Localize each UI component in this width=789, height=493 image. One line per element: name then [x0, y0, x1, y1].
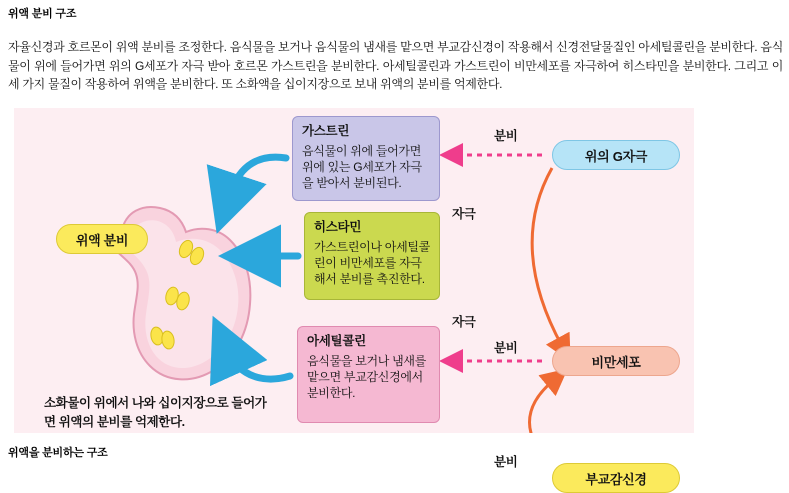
- pill-mast-cell: [552, 346, 680, 376]
- box-acetylcholine: [297, 326, 440, 423]
- box-acetylcholine-title: 아세틸콜린: [307, 334, 366, 348]
- box-gastrin-body: 음식물이 위에 들어가면 위에 있는 G세포가 자극을 받아서 분비된다.: [302, 143, 422, 191]
- pill-mast-cell-label: 비만세포: [591, 354, 641, 370]
- pill-parasympathetic-nerve-label: 부교감신경: [585, 471, 647, 487]
- arrow-acetylcholine-to-stomach: [230, 354, 290, 379]
- pill-gastric-secretion: [56, 224, 148, 254]
- pill-g-cell-stimulus-label: 위의 G자극: [584, 148, 648, 164]
- pill-gastric-secretion-label: 위액 분비: [75, 232, 129, 248]
- arrow-gastrin-to-stomach: [230, 157, 286, 194]
- label-secretion-3: 분비: [494, 455, 518, 469]
- box-acetylcholine-body: 음식물을 보거나 냄새를 맡으면 부교감신경에서 분비한다.: [307, 353, 426, 401]
- box-histamin-title: 히스타민: [314, 220, 362, 234]
- arrow-gcell-stimulates-mastcell: [532, 168, 562, 346]
- box-gastrin-title: 가스트린: [302, 124, 350, 138]
- pill-g-cell-stimulus: [552, 140, 680, 170]
- arrow-vagus-stimulates-mastcell: [530, 380, 555, 433]
- box-gastrin: [292, 116, 440, 201]
- label-secretion-1: 분비: [494, 129, 518, 143]
- box-histamin-body: 가스트린이나 아세틸콜린이 비만세포를 자극해서 분비를 촉진한다.: [314, 239, 430, 287]
- label-stimulus-1: 자극: [452, 207, 476, 221]
- pill-parasympathetic-nerve: [552, 463, 680, 493]
- figure-caption: 위액을 분비하는 구조: [8, 447, 108, 459]
- figure-note: 소화물이 위에서 나와 십이지장으로 들어가면 위액의 분비를 억제한다.: [44, 396, 267, 429]
- box-histamin: [304, 212, 440, 300]
- intro-paragraph: 자율신경과 호르몬이 위액 분비를 조정한다. 음식물을 보거나 음식물의 냄새를 맡으면 부교감신경이 작용해서 신경전달물질인 아세틸콜린을 분비한다. 음식물이 위에 들어가면 위의 G세포가 자극 받아 호르몬 가스트린을 분비한다. 아세틸콜린과 가스트린이 비만세포를 자극하여 히스타민을 분비한다. 그리고 이 세 가지 물질이 작용하여 위액을 분비한다. 또 소화액을 십이지장으로 보내 위액의 분비를 억제한다.: [8, 40, 783, 92]
- label-stimulus-2: 자극: [452, 315, 476, 329]
- label-secretion-2: 분비: [494, 341, 518, 355]
- page-title: 위액 분비 구조: [8, 8, 77, 20]
